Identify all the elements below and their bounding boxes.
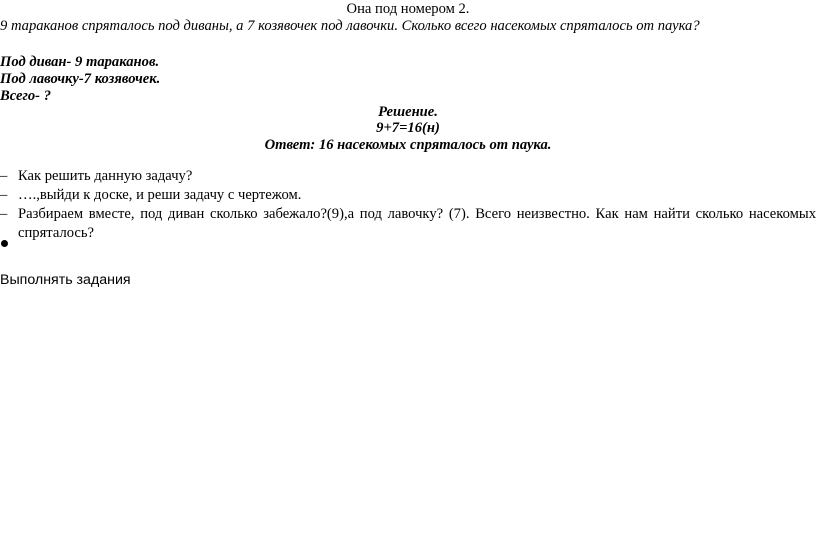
bullet-icon [1, 240, 8, 247]
dialogue-item-text: ….,выйди к доске, и реши задачу с чертежом. [18, 187, 302, 203]
dash-marker: – [0, 187, 8, 203]
dash-marker: – [0, 168, 8, 184]
condition-sofa: Под диван- 9 тараканов. [0, 54, 160, 70]
solution-answer: Ответ: 16 насекомых спряталось от паука. [264, 137, 552, 153]
dialogue-item-text: Разбираем вместе, под диван сколько забежало?(9),а под лавочку? (7). Всего неизвестно. Как нам найти сколько насекомых спряталось? [18, 206, 816, 241]
problem-statement: 9 тараканов спряталось под диваны, а 7 козявочек под лавочки. Сколько всего насекомых спряталось от паука? [0, 18, 700, 34]
condition-total: Всего- ? [0, 88, 51, 104]
condition-bench: Под лавочку-7 козявочек. [0, 71, 161, 87]
solution-equation: 9+7=16(н) [376, 120, 440, 136]
dialogue-item-text: Как решить данную задачу? [18, 168, 193, 184]
dialogue-item [0, 186, 816, 205]
dash-marker: – [0, 206, 8, 222]
problem-number-heading: Она под номером 2. [346, 1, 470, 17]
solution-title: Решение. [378, 104, 438, 120]
footer-text: Выполнять задания [0, 272, 131, 288]
dialogue-item [0, 167, 816, 186]
dialogue-item [0, 205, 816, 242]
